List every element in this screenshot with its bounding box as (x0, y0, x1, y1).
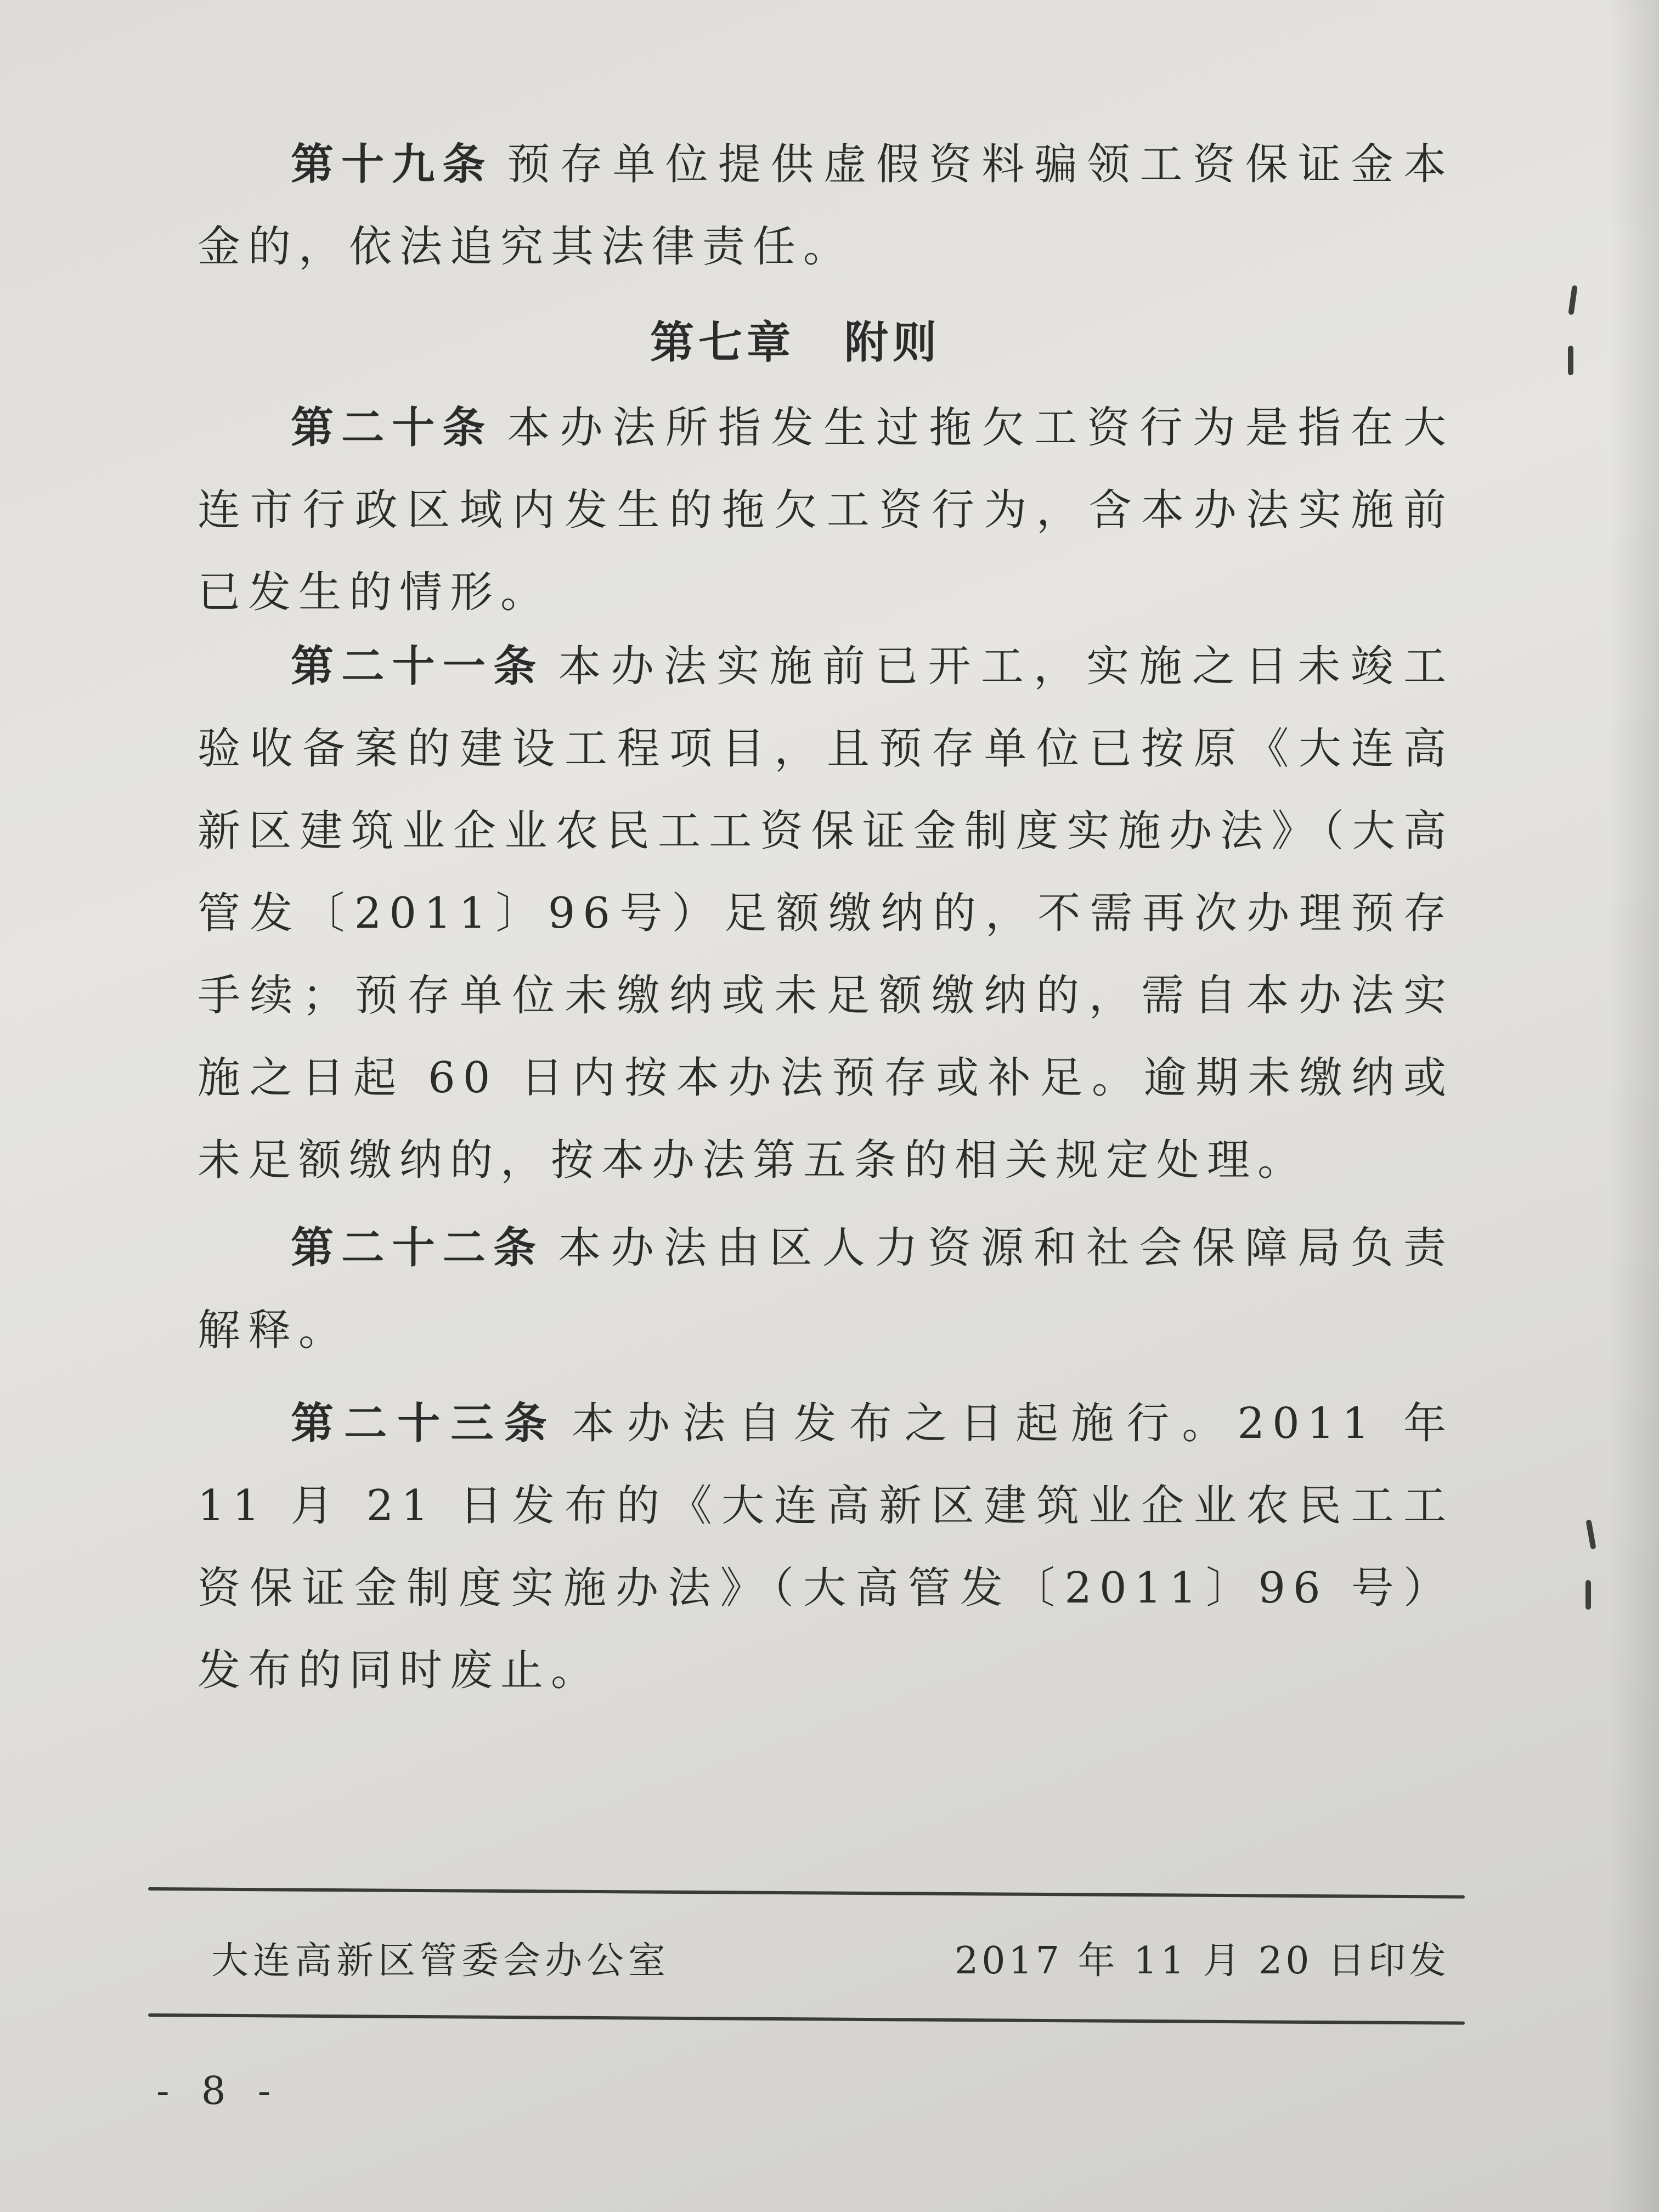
footer-top-rule (148, 1887, 1465, 1899)
article-20-text: 本办法所指发生过拖欠工资行为是指在大连市行政区域内发生的拖欠工资行为，含本办法实施前已发生的情形。 (198, 403, 1454, 617)
article-19-text: 预存单位提供虚假资料骗领工资保证金本金的，依法追究其法律责任。 (198, 140, 1454, 272)
article-23 (198, 1383, 1454, 1712)
chapter-heading (0, 307, 1591, 370)
article-19-heading: 第十九条 (291, 139, 493, 189)
article-21-heading: 第二十一条 (291, 641, 544, 691)
article-21 (198, 625, 1454, 1201)
article-22-text: 本办法由区人力资源和社会保障局负责解释。 (198, 1223, 1454, 1355)
article-23-text: 本办法自发布之日起施行。2011 年 11 月 21 日发布的《大连高新区建筑业企业农民工工资保证金制度实施办法》（大高管发〔2011〕96 号）发布的同时废止。 (198, 1399, 1454, 1695)
article-23-heading: 第二十三条 (291, 1398, 557, 1448)
footer-issuer: 大连高新区管委会办公室 (211, 1939, 670, 1983)
footer-issue-date: 2017 年 11 月 20 日印发 (955, 1939, 1450, 1983)
article-20 (198, 387, 1454, 634)
chapter-number: 第七章 (650, 317, 795, 368)
binding-mark (1585, 1520, 1596, 1550)
article-20-heading: 第二十条 (291, 403, 493, 453)
article-22-heading: 第二十二条 (291, 1223, 544, 1273)
page-number: - 8 - (156, 2068, 281, 2113)
binding-mark (1585, 1580, 1591, 1610)
article-22 (198, 1207, 1454, 1372)
binding-mark (1568, 346, 1573, 375)
article-19 (198, 123, 1454, 288)
footer-bottom-rule (148, 2013, 1465, 2025)
chapter-title: 附则 (844, 317, 941, 368)
article-21-text: 本办法实施前已开工，实施之日未竣工验收备案的建设工程项目，且预存单位已按原《大连高新区建筑业企业农民工工资保证金制度实施办法》（大高管发〔2011〕96号）足额缴纳的，不需再次办理预存手续；预存单位未缴纳或未足额缴纳的，需自本办法实施之日起 60 日内按本办法预存或补足。逾期未缴纳或未足额缴纳的，按本办法第五条的相关规定处理。 (198, 642, 1454, 1185)
